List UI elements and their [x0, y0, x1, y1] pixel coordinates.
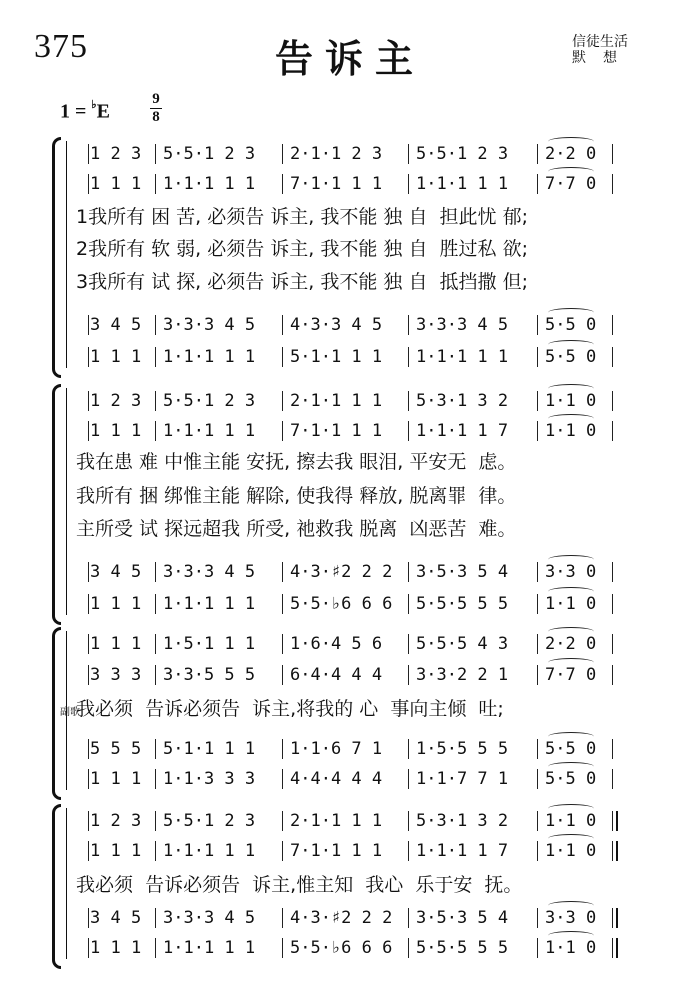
barline	[612, 665, 613, 685]
barline	[88, 562, 89, 582]
tie-slur	[548, 627, 594, 636]
lyric-text: 我所有 捆 绑惟主能 解除, 使我得 释放, 脱离罪 律。	[76, 485, 517, 507]
measure: 7·1·1 1 1	[290, 421, 383, 441]
barline	[537, 174, 538, 194]
barline	[612, 144, 613, 164]
tie-slur	[548, 167, 594, 176]
measure: 5·5·1 2 3	[163, 811, 256, 831]
barline	[88, 315, 89, 335]
note-row	[0, 314, 700, 338]
barline	[282, 594, 283, 614]
note-row	[0, 633, 700, 657]
lyric-line	[0, 484, 700, 510]
barline	[612, 391, 613, 411]
barline	[88, 347, 89, 367]
barline	[88, 634, 89, 654]
barline	[88, 841, 89, 861]
hymn-title: 告诉主	[274, 36, 425, 81]
measure: 1·1·1 1 1	[163, 841, 256, 861]
barline	[155, 347, 156, 367]
note-row	[0, 664, 700, 688]
key-prefix: 1 =	[60, 100, 92, 123]
source-credit	[572, 34, 634, 66]
barline	[155, 739, 156, 759]
tie-slur	[548, 137, 594, 146]
measure: 2·2 0	[545, 144, 597, 164]
measure: 2·1·1 1 1	[290, 391, 383, 411]
barline	[537, 665, 538, 685]
measure: 5·5 0	[545, 769, 597, 789]
measure: 5·5·1 2 3	[163, 144, 256, 164]
measure: 5·5·1 2 3	[416, 144, 509, 164]
barline	[282, 739, 283, 759]
barline	[537, 908, 538, 928]
final-barline	[616, 908, 618, 928]
flat-sign: ♭	[91, 99, 97, 111]
note-row	[0, 390, 700, 414]
measure: 3·3 0	[545, 908, 597, 928]
barline	[408, 938, 409, 958]
barline	[282, 634, 283, 654]
final-barline	[616, 811, 618, 831]
lyric-text: 我必须 告诉必须告 诉主,将我的 心 事向主倾 吐;	[76, 698, 504, 720]
barline	[282, 769, 283, 789]
barline	[408, 421, 409, 441]
barline	[155, 811, 156, 831]
barline	[88, 391, 89, 411]
lyric-text: 主所受 试 探远超我 所受, 祂救我 脱离 凶恶苦 难。	[76, 518, 517, 540]
measure: 5·1·1 1 1	[290, 347, 383, 367]
barline	[537, 739, 538, 759]
barline	[282, 347, 283, 367]
barline	[155, 841, 156, 861]
lyric-text: 2我所有 软 弱, 必须告 诉主, 我不能 独 自 胜过私 欲;	[76, 238, 528, 260]
tie-slur	[548, 308, 594, 317]
barline	[282, 811, 283, 831]
note-row	[0, 420, 700, 444]
barline	[612, 347, 613, 367]
barline	[282, 562, 283, 582]
lyric-line	[0, 873, 700, 899]
measure: 7·7 0	[545, 174, 597, 194]
barline	[282, 908, 283, 928]
barline	[155, 938, 156, 958]
measure: 5·5·5 5 5	[416, 938, 509, 958]
measure: 4·4·4 4 4	[290, 769, 383, 789]
measure: 1 1 1	[90, 634, 142, 654]
measure: 5·5 0	[545, 739, 597, 759]
measure: 5·5·5 5 5	[416, 594, 509, 614]
measure: 3·5·3 5 4	[416, 562, 509, 582]
barline	[537, 634, 538, 654]
barline	[88, 938, 89, 958]
tie-slur	[548, 901, 594, 910]
barline	[612, 562, 613, 582]
barline	[408, 841, 409, 861]
measure: 1·1·1 1 7	[416, 841, 509, 861]
barline	[612, 938, 613, 958]
barline	[282, 144, 283, 164]
measure: 3·3·5 5 5	[163, 665, 256, 685]
measure: 5·5 0	[545, 347, 597, 367]
barline	[537, 391, 538, 411]
measure: 1·1 0	[545, 811, 597, 831]
measure: 1·1·3 3 3	[163, 769, 256, 789]
meter-top: 9	[152, 91, 160, 107]
barline	[155, 315, 156, 335]
measure: 1·5·1 1 1	[163, 634, 256, 654]
barline	[612, 739, 613, 759]
barline	[282, 174, 283, 194]
measure: 5·5·♭6 6 6	[290, 594, 393, 614]
measure: 5·5·♭6 6 6	[290, 938, 393, 958]
lyric-text: 我在患 难 中惟主能 安抚, 擦去我 眼泪, 平安无 虑。	[76, 451, 517, 473]
measure: 6·4·4 4 4	[290, 665, 383, 685]
measure: 1·1 0	[545, 391, 597, 411]
refrain-label: 副歌	[60, 707, 80, 718]
barline	[408, 811, 409, 831]
barline	[88, 908, 89, 928]
measure: 1·1·1 1 1	[416, 347, 509, 367]
barline	[282, 391, 283, 411]
note-row	[0, 840, 700, 864]
barline	[612, 174, 613, 194]
barline	[282, 421, 283, 441]
barline	[612, 594, 613, 614]
measure: 1·1·1 1 1	[163, 594, 256, 614]
barline	[612, 769, 613, 789]
note-row	[0, 907, 700, 931]
barline	[537, 315, 538, 335]
tie-slur	[548, 555, 594, 564]
lyric-text: 1我所有 困 苦, 必须告 诉主, 我不能 独 自 担此忧 郁;	[76, 206, 528, 228]
note-row	[0, 173, 700, 197]
barline	[408, 391, 409, 411]
barline	[408, 769, 409, 789]
note-row	[0, 768, 700, 792]
barline	[537, 841, 538, 861]
note-row	[0, 561, 700, 585]
barline	[155, 144, 156, 164]
barline	[155, 562, 156, 582]
measure: 1·1·1 1 1	[163, 938, 256, 958]
measure: 4·3·♯2 2 2	[290, 908, 393, 928]
key-note: E	[96, 100, 110, 123]
barline	[155, 665, 156, 685]
hymn-number: 375	[34, 28, 88, 65]
barline	[155, 769, 156, 789]
lyric-text: 3我所有 试 探, 必须告 诉主, 我不能 独 自 抵挡撒 但;	[76, 271, 528, 293]
barline	[88, 594, 89, 614]
measure: 1 1 1	[90, 347, 142, 367]
measure: 4·3·♯2 2 2	[290, 562, 393, 582]
barline	[408, 144, 409, 164]
note-row	[0, 143, 700, 167]
measure: 3·3·2 2 1	[416, 665, 509, 685]
barline	[88, 769, 89, 789]
barline	[408, 315, 409, 335]
key-signature	[60, 100, 110, 124]
note-row	[0, 937, 700, 961]
barline	[537, 421, 538, 441]
barline	[155, 391, 156, 411]
barline	[155, 908, 156, 928]
measure: 2·2 0	[545, 634, 597, 654]
measure: 3 4 5	[90, 562, 142, 582]
barline	[282, 315, 283, 335]
barline	[282, 938, 283, 958]
tie-slur	[548, 762, 594, 771]
barline	[408, 174, 409, 194]
measure: 7·7 0	[545, 665, 597, 685]
barline	[537, 938, 538, 958]
note-row	[0, 346, 700, 370]
barline	[408, 739, 409, 759]
lyric-line	[0, 205, 700, 231]
barline	[408, 594, 409, 614]
tie-slur	[548, 834, 594, 843]
measure: 3·3·3 4 5	[416, 315, 509, 335]
measure: 5·5·1 2 3	[163, 391, 256, 411]
measure: 5·1·1 1 1	[163, 739, 256, 759]
measure: 3·3·3 4 5	[163, 315, 256, 335]
time-signature	[150, 92, 162, 125]
barline	[408, 347, 409, 367]
measure: 1 1 1	[90, 594, 142, 614]
measure: 1·1 0	[545, 938, 597, 958]
lyric-line	[0, 450, 700, 476]
measure: 3 4 5	[90, 908, 142, 928]
measure: 3 3 3	[90, 665, 142, 685]
barline	[408, 908, 409, 928]
barline	[155, 174, 156, 194]
barline	[282, 841, 283, 861]
tie-slur	[548, 384, 594, 393]
lyric-line	[0, 517, 700, 543]
barline	[537, 144, 538, 164]
tie-slur	[548, 804, 594, 813]
measure: 3·3·3 4 5	[163, 908, 256, 928]
measure: 3·5·3 5 4	[416, 908, 509, 928]
measure: 1 2 3	[90, 144, 142, 164]
barline	[612, 908, 613, 928]
tie-slur	[548, 587, 594, 596]
source-line-1: 信徒生活	[572, 34, 628, 50]
final-barline	[616, 938, 618, 958]
measure: 3·3·3 4 5	[163, 562, 256, 582]
barline	[155, 421, 156, 441]
lyric-line	[0, 697, 700, 723]
barline	[88, 144, 89, 164]
note-row	[0, 738, 700, 762]
barline	[537, 811, 538, 831]
barline	[537, 594, 538, 614]
barline	[537, 562, 538, 582]
measure: 2·1·1 1 1	[290, 811, 383, 831]
barline	[612, 315, 613, 335]
tie-slur	[548, 931, 594, 940]
barline	[408, 634, 409, 654]
measure: 3 4 5	[90, 315, 142, 335]
measure: 1·1·1 1 1	[163, 421, 256, 441]
barline	[88, 665, 89, 685]
tie-slur	[548, 340, 594, 349]
measure: 4·3·3 4 5	[290, 315, 383, 335]
note-row	[0, 593, 700, 617]
measure: 1·1·7 7 1	[416, 769, 509, 789]
measure: 1·1·1 1 1	[163, 347, 256, 367]
measure: 1 1 1	[90, 841, 142, 861]
barline	[88, 739, 89, 759]
measure: 1·5·5 5 5	[416, 739, 509, 759]
measure: 1 1 1	[90, 421, 142, 441]
barline	[612, 634, 613, 654]
measure: 5·5·5 4 3	[416, 634, 509, 654]
barline	[282, 665, 283, 685]
final-barline	[616, 841, 618, 861]
barline	[88, 421, 89, 441]
measure: 1·1 0	[545, 841, 597, 861]
measure: 1·1 0	[545, 594, 597, 614]
tie-slur	[548, 658, 594, 667]
measure: 5·3·1 3 2	[416, 391, 509, 411]
barline	[537, 769, 538, 789]
measure: 1 1 1	[90, 769, 142, 789]
lyric-line	[0, 270, 700, 296]
tie-slur	[548, 732, 594, 741]
barline	[612, 841, 613, 861]
lyric-line	[0, 237, 700, 263]
measure: 5·5 0	[545, 315, 597, 335]
note-row	[0, 810, 700, 834]
measure: 1·1·1 1 1	[416, 174, 509, 194]
barline	[408, 562, 409, 582]
barline	[155, 634, 156, 654]
measure: 1 1 1	[90, 174, 142, 194]
measure: 1·1·1 1 7	[416, 421, 509, 441]
barline	[155, 594, 156, 614]
measure: 5 5 5	[90, 739, 142, 759]
barline	[88, 811, 89, 831]
measure: 1·1·1 1 1	[163, 174, 256, 194]
barline	[88, 174, 89, 194]
lyric-text: 我必须 告诉必须告 诉主,惟主知 我心 乐于安 抚。	[76, 874, 523, 896]
measure: 3·3 0	[545, 562, 597, 582]
measure: 2·1·1 2 3	[290, 144, 383, 164]
measure: 1 1 1	[90, 938, 142, 958]
barline	[612, 421, 613, 441]
tie-slur	[548, 414, 594, 423]
meter-bottom: 8	[152, 109, 160, 125]
measure: 1 2 3	[90, 391, 142, 411]
barline	[612, 811, 613, 831]
measure: 5·3·1 3 2	[416, 811, 509, 831]
measure: 1 2 3	[90, 811, 142, 831]
measure: 1·1 0	[545, 421, 597, 441]
measure: 1·1·6 7 1	[290, 739, 383, 759]
barline	[408, 665, 409, 685]
measure: 7·1·1 1 1	[290, 841, 383, 861]
source-line-2: 默想	[572, 50, 634, 66]
barline	[537, 347, 538, 367]
measure: 7·1·1 1 1	[290, 174, 383, 194]
measure: 1·6·4 5 6	[290, 634, 383, 654]
